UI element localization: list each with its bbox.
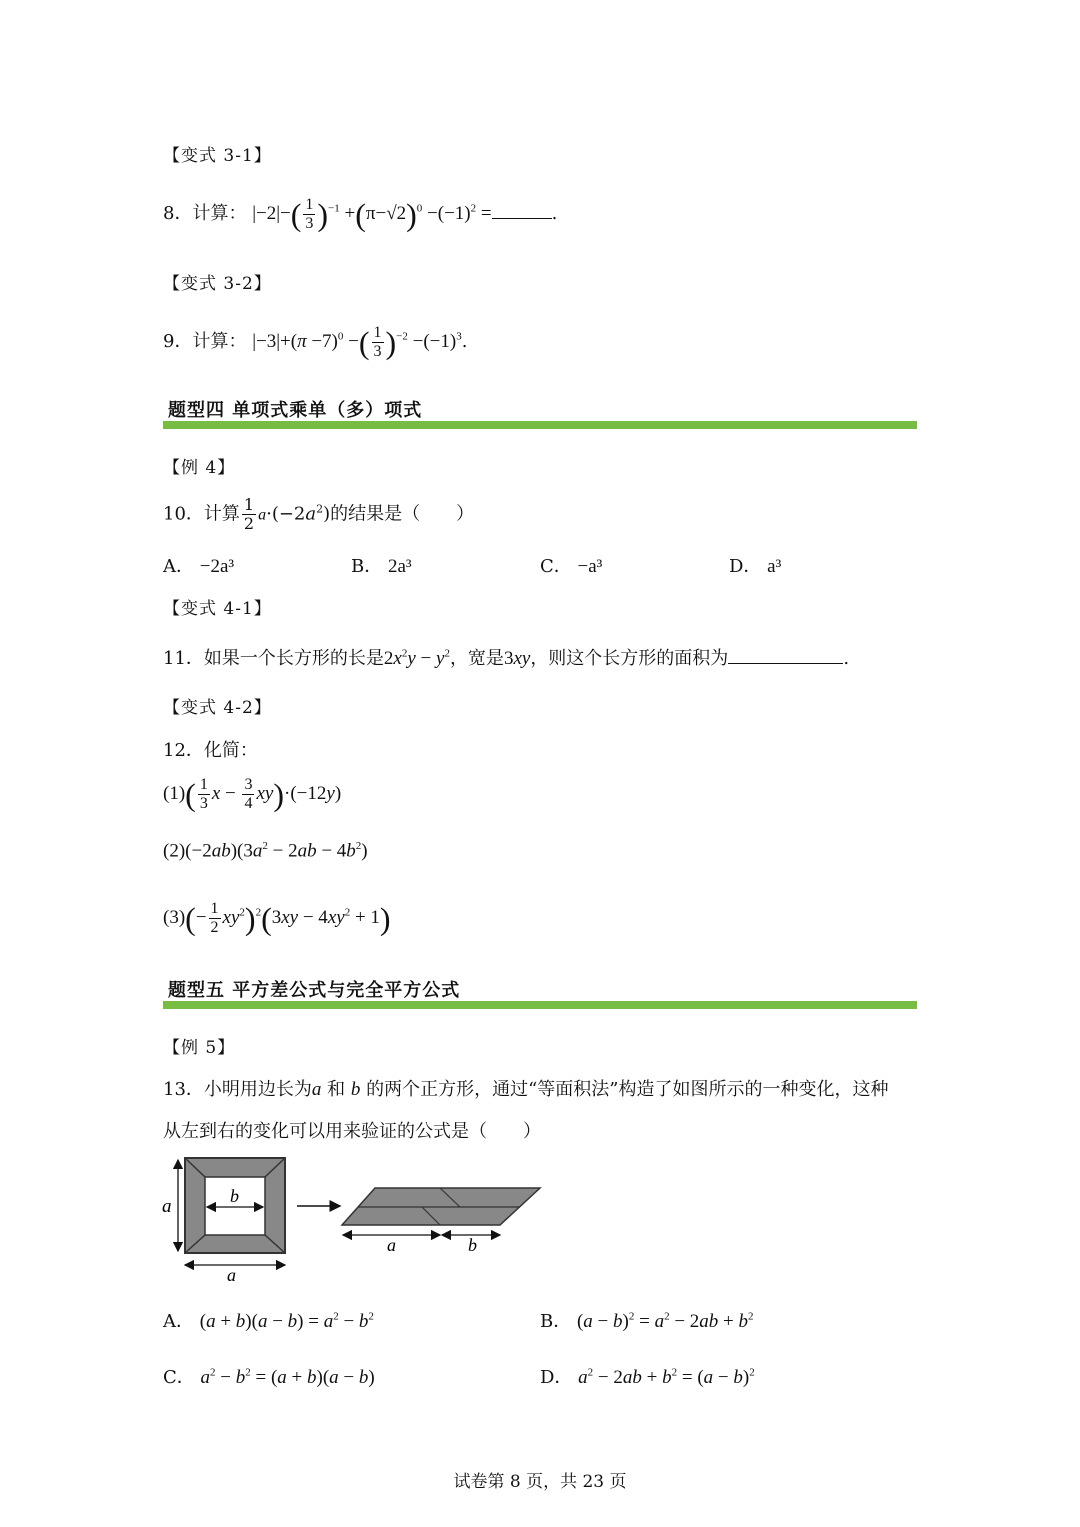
q8-label: 8．计算： bbox=[163, 202, 247, 224]
page-footer: 试卷第 8 页，共 23 页 bbox=[453, 1472, 627, 1492]
tag-variant-4-1: 【变式 4-1】 bbox=[163, 599, 272, 619]
question-9: 9．计算： $|-3|+(\pi -7)^0$ −( $\frac{1}{3}$ )$^{-2} -(-1)^3$. bbox=[163, 324, 468, 361]
label-a-para: a bbox=[387, 1235, 396, 1255]
section-divider-4 bbox=[163, 421, 917, 429]
tag-example-5: 【例 5】 bbox=[163, 1038, 236, 1058]
q10-option-d: D． a³ bbox=[729, 556, 782, 577]
q13-option-b: B． $(a - b)^2 = a^2 - 2ab + b^2$ bbox=[540, 1310, 754, 1332]
q13-option-d: D． $a^2 - 2ab + b^2 = (a - b)^2$ bbox=[540, 1366, 755, 1388]
q12-part-3: (3)(− $\frac{1}{2}$ $xy^2)^2(3xy - 4xy^2 + 1)$ bbox=[163, 900, 391, 937]
tag-variant-3-2: 【变式 3-2】 bbox=[163, 274, 272, 294]
tag-variant-4-2: 【变式 4-2】 bbox=[163, 698, 272, 718]
section-title-5: 题型五 平方差公式与完全平方公式 bbox=[168, 980, 461, 1001]
question-12: 12．化简： bbox=[163, 740, 258, 761]
label-b-inner: b bbox=[230, 1186, 239, 1206]
question-10: 10．计算 $\frac{1}{2}$ $a\cdot(-2a^2)$的结果是（ ） bbox=[163, 495, 475, 533]
q12-part-1: (1)( $\frac{1}{3}$ x − $\frac{3}{4}$ xy)·(−12y) bbox=[163, 776, 342, 813]
question-11: 11．如果一个长方形的长是$2x^2y - y^2$，宽是3xy，则这个长方形的面积为 . bbox=[163, 647, 850, 669]
question-8: 8．计算： |−2|−( $\frac{1}{3}$ )$^{-1} +(\pi-√2)^0 -(-1)^2$ = . bbox=[163, 196, 558, 233]
label-a-left: a bbox=[162, 1196, 172, 1217]
q13-option-a: A． $(a + b)(a - b) = a^2 - b^2$ bbox=[163, 1310, 374, 1332]
q10-option-a: A． −2a³ bbox=[163, 556, 235, 577]
q10-tail: 的结果是（ ） bbox=[330, 503, 475, 525]
q9-label: 9．计算： bbox=[163, 330, 247, 352]
section-divider-5 bbox=[163, 1001, 917, 1009]
q10-label: 10．计算 bbox=[163, 503, 240, 525]
label-b-para: b bbox=[468, 1235, 477, 1255]
tag-variant-3-1: 【变式 3-1】 bbox=[163, 146, 272, 166]
q10-option-c: C． −a³ bbox=[540, 556, 603, 577]
q10-option-b: B． 2a³ bbox=[351, 556, 412, 577]
section-title-4: 题型四 单项式乘单（多）项式 bbox=[168, 400, 423, 421]
label-a-bottom: a bbox=[227, 1265, 236, 1285]
question-13-line-2: 从左到右的变化可以用来验证的公式是（ ） bbox=[163, 1121, 541, 1142]
q12-part-2: $(2)(-2ab)(3a^2 - 2ab - 4b^2)$ bbox=[163, 840, 368, 862]
q13-option-c: C． $a^2 - b^2 = (a + b)(a - b)$ bbox=[163, 1366, 375, 1388]
area-method-figure bbox=[150, 1150, 560, 1290]
q8-expression: |−2|−( $\frac{1}{3}$ )$^{-1} +(\pi-√2)^0 -(-1)^2$ = bbox=[252, 203, 551, 224]
tag-example-4: 【例 4】 bbox=[163, 458, 236, 478]
question-13-line-1: 13．小明用边长为a 和 b 的两个正方形，通过“等面积法”构造了如图所示的一种变化，这种 bbox=[163, 1079, 889, 1100]
q9-expression: $|-3|+(\pi -7)^0$ −( $\frac{1}{3}$ )$^{-2} -(-1)^3$ bbox=[252, 324, 462, 361]
